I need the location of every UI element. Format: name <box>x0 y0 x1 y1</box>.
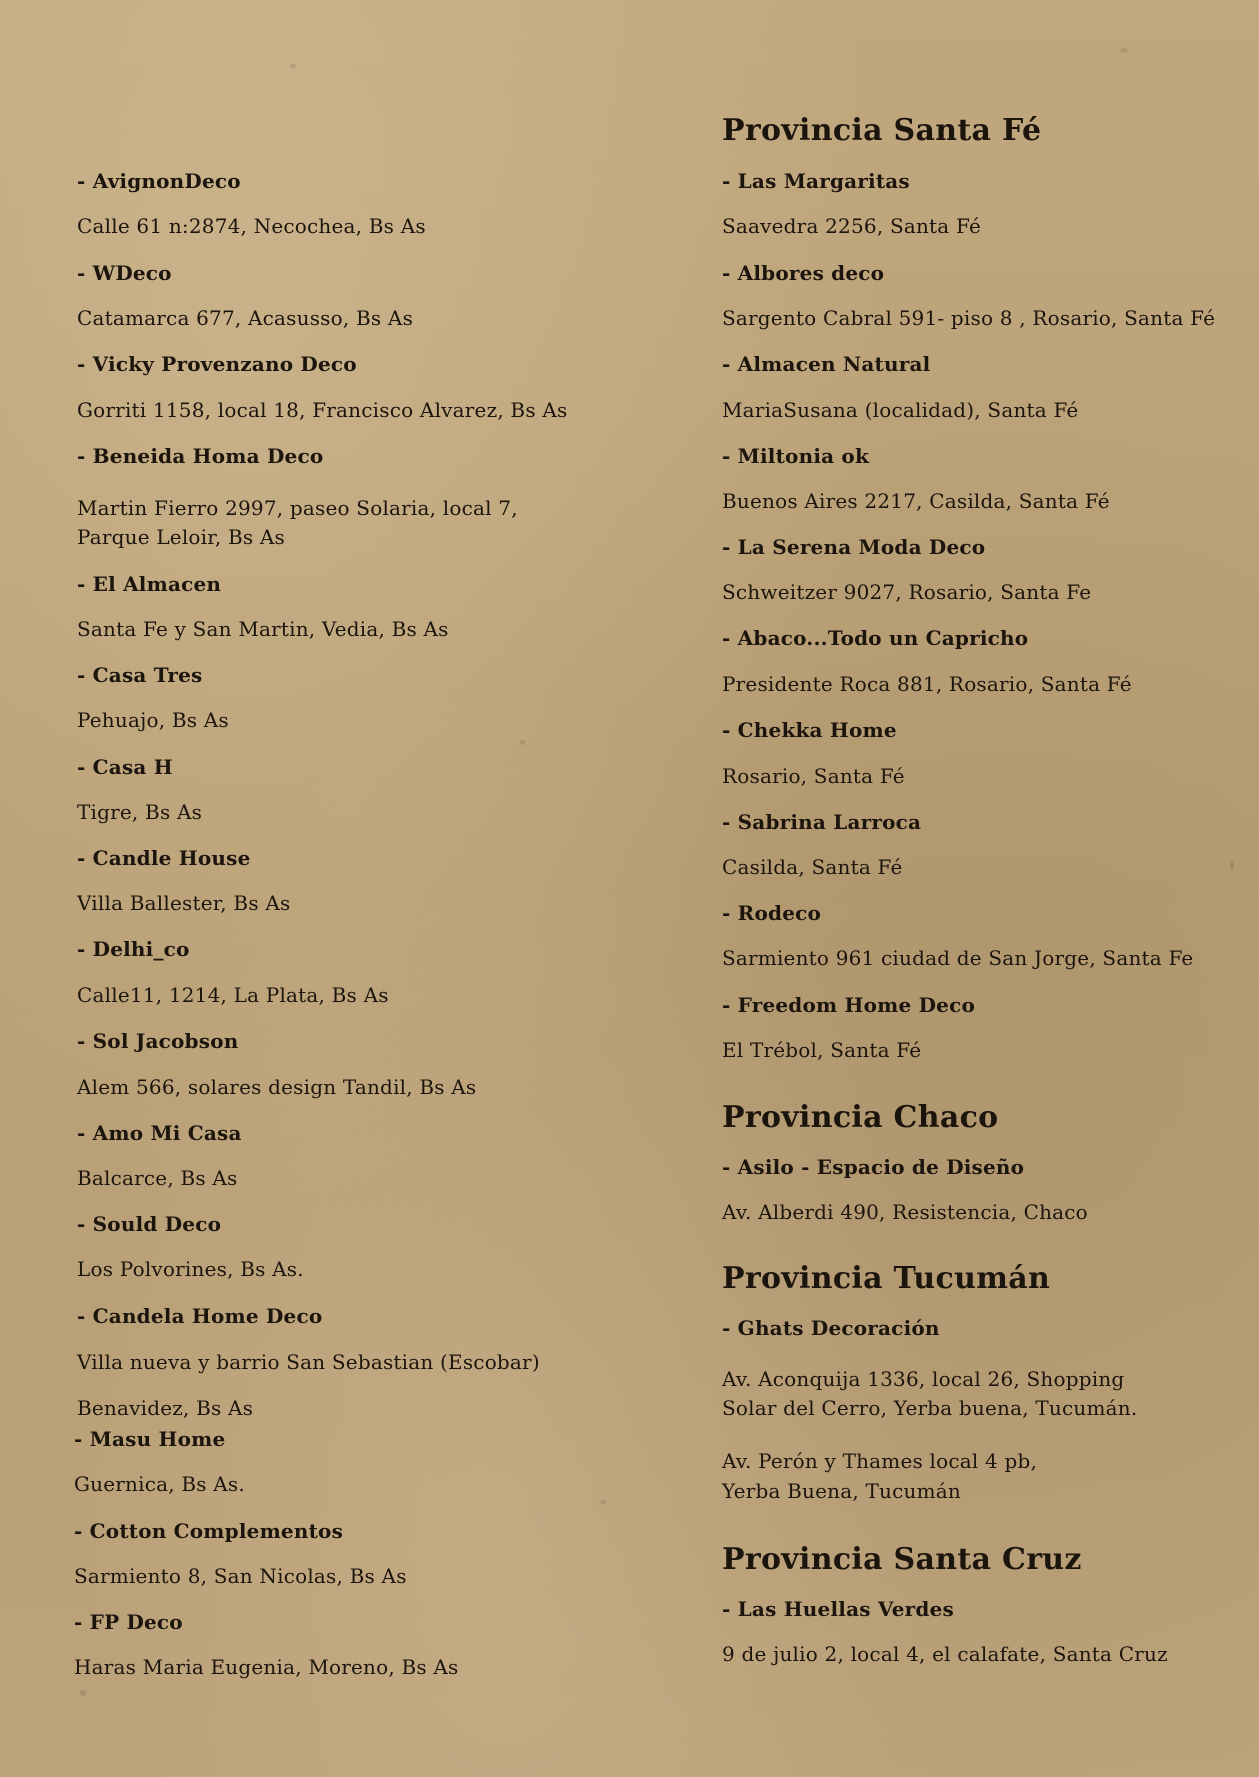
store-address-second: Av. Perón y Thames local 4 pb, <box>722 1449 1038 1473</box>
store-address: Catamarca 677, Acasusso, Bs As <box>77 306 414 330</box>
store-address: Los Polvorines, Bs As. <box>77 1257 304 1281</box>
store-address: Alem 566, solares design Tandil, Bs As <box>77 1075 477 1099</box>
store-address: Martin Fierro 2997, paseo Solaria, local 7, <box>77 496 518 520</box>
store-name: - Ghats Decoración <box>722 1316 940 1340</box>
store-name: - Sould Deco <box>77 1212 222 1236</box>
store-name: - Cotton Complementos <box>74 1519 344 1543</box>
store-name: - Vicky Provenzano Deco <box>77 352 357 376</box>
province-heading: Provincia Chaco <box>722 1100 999 1135</box>
store-name: - Sabrina Larroca <box>722 810 922 834</box>
store-address: Calle 61 n:2874, Necochea, Bs As <box>77 214 426 238</box>
store-address: MariaSusana (localidad), Santa Fé <box>722 398 1079 422</box>
paper-speck <box>600 1500 607 1504</box>
store-address: Av. Aconquija 1336, local 26, Shopping <box>722 1367 1125 1391</box>
store-address-line2: Parque Leloir, Bs As <box>77 525 285 549</box>
paper-speck <box>520 740 525 745</box>
store-address: Presidente Roca 881, Rosario, Santa Fé <box>722 672 1132 696</box>
store-name: - Sol Jacobson <box>77 1029 239 1053</box>
store-address: Villa Ballester, Bs As <box>77 891 291 915</box>
province-heading: Provincia Santa Cruz <box>722 1542 1082 1577</box>
store-address-line2: Solar del Cerro, Yerba buena, Tucumán. <box>722 1396 1138 1420</box>
store-name: - Candle House <box>77 846 251 870</box>
paper-speck <box>80 1690 86 1696</box>
store-address: Saavedra 2256, Santa Fé <box>722 214 981 238</box>
store-address: Schweitzer 9027, Rosario, Santa Fe <box>722 580 1092 604</box>
store-address: Casilda, Santa Fé <box>722 855 903 879</box>
store-name: - FP Deco <box>74 1610 183 1634</box>
store-name: - Freedom Home Deco <box>722 993 976 1017</box>
store-address: Balcarce, Bs As <box>77 1166 238 1190</box>
store-name: - El Almacen <box>77 572 222 596</box>
store-address: Villa nueva y barrio San Sebastian (Escobar) <box>77 1350 540 1374</box>
store-address: Calle11, 1214, La Plata, Bs As <box>77 983 389 1007</box>
store-name: - Abaco...Todo un Capricho <box>722 626 1029 650</box>
paper-speck <box>290 64 296 68</box>
store-address: El Trébol, Santa Fé <box>722 1038 922 1062</box>
store-name: - La Serena Moda Deco <box>722 535 986 559</box>
store-name: - Delhi_co <box>77 937 190 961</box>
store-name: - Casa Tres <box>77 663 203 687</box>
store-address-second-line2: Yerba Buena, Tucumán <box>722 1479 961 1503</box>
store-address: 9 de julio 2, local 4, el calafate, Santa Cruz <box>722 1642 1168 1666</box>
store-name: - Las Huellas Verdes <box>722 1597 954 1621</box>
store-address: Guernica, Bs As. <box>74 1472 245 1496</box>
store-name: - Rodeco <box>722 901 822 925</box>
paper-speck <box>1230 860 1234 870</box>
store-name: - Chekka Home <box>722 718 897 742</box>
store-name: - Amo Mi Casa <box>77 1121 242 1145</box>
store-address: Tigre, Bs As <box>77 800 203 824</box>
store-address-line2: Benavidez, Bs As <box>77 1396 254 1420</box>
store-address: Av. Alberdi 490, Resistencia, Chaco <box>722 1200 1088 1224</box>
store-address: Buenos Aires 2217, Casilda, Santa Fé <box>722 489 1110 513</box>
store-address: Sargento Cabral 591- piso 8 , Rosario, Santa Fé <box>722 306 1216 330</box>
store-address: Pehuajo, Bs As <box>77 708 229 732</box>
province-heading: Provincia Tucumán <box>722 1261 1051 1296</box>
province-heading: Provincia Santa Fé <box>722 113 1042 148</box>
store-address: Sarmiento 8, San Nicolas, Bs As <box>74 1564 407 1588</box>
store-name: - Las Margaritas <box>722 169 910 193</box>
store-name: - Beneida Homa Deco <box>77 444 324 468</box>
store-name: - Masu Home <box>74 1427 226 1451</box>
store-address: Rosario, Santa Fé <box>722 764 905 788</box>
store-name: - Albores deco <box>722 261 885 285</box>
paper-speck <box>1120 48 1128 53</box>
store-name: - Miltonia ok <box>722 444 870 468</box>
store-address: Sarmiento 961 ciudad de San Jorge, Santa Fe <box>722 946 1194 970</box>
store-name: - WDeco <box>77 261 172 285</box>
store-name: - Asilo - Espacio de Diseño <box>722 1155 1025 1179</box>
store-name: - AvignonDeco <box>77 169 241 193</box>
store-name: - Almacen Natural <box>722 352 931 376</box>
store-address: Santa Fe y San Martin, Vedia, Bs As <box>77 617 449 641</box>
store-address: Haras Maria Eugenia, Moreno, Bs As <box>74 1655 459 1679</box>
store-name: - Candela Home Deco <box>77 1304 323 1328</box>
store-address: Gorriti 1158, local 18, Francisco Alvarez, Bs As <box>77 398 568 422</box>
store-name: - Casa H <box>77 755 173 779</box>
